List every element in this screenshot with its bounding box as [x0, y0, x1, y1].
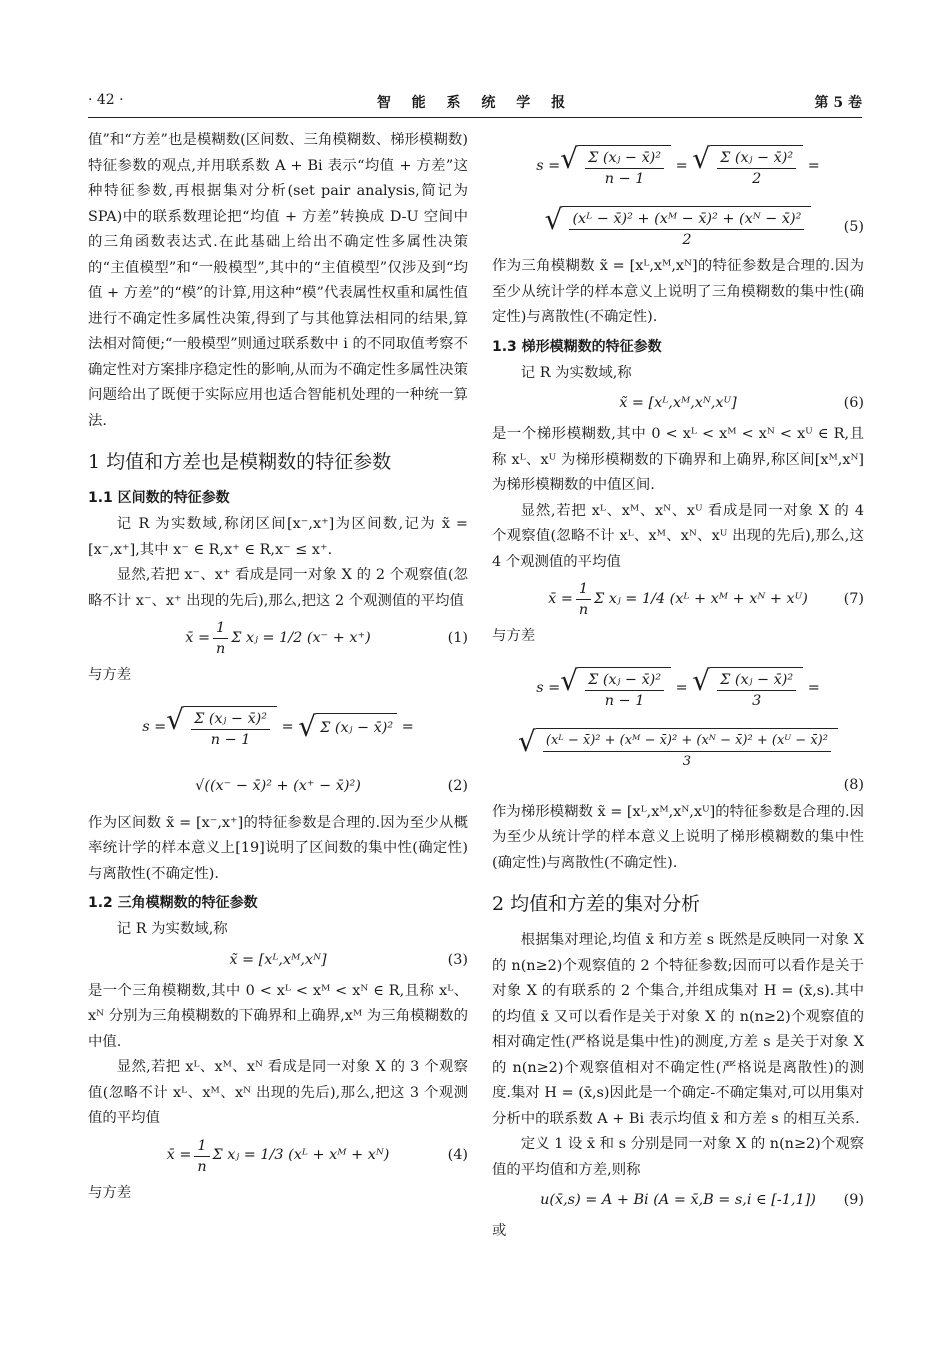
sqrt: √ Σ (xⱼ − x̄)²	[298, 713, 397, 742]
section-1-1-title: 1.1 区间数的特征参数	[88, 490, 230, 506]
eq-body: x̃ = [xᴸ,xᴹ,xᴺ]	[229, 951, 327, 968]
eq-frac: $\frac{1}{n}$	[576, 579, 591, 620]
equation-2: s = √ $\frac{\text{Σ (xⱼ − x̄)²}}{n - 1}$ = √ Σ (xⱼ − x̄)² =	[142, 702, 414, 748]
equation-5: s = √ $\frac{\text{Σ (xⱼ − x̄)²}}{n - 1}$ = √ $\frac{\text{Σ (xⱼ − x̄)²}}{2}$ =	[536, 142, 820, 187]
section-1-3-title: 1.3 梯形模糊数的特征参数	[492, 338, 662, 355]
eq-frac: $\frac{1}{n}$	[194, 1136, 209, 1177]
equation-7: x̄ = $\frac{1}{n}$ Σ xⱼ = 1/4 (xᴸ + xᴹ + xᴺ + xᵁ) (7)	[548, 581, 864, 618]
right-column	[492, 128, 864, 1245]
intro-paragraph: 值”和“方差”也是模糊数(区间数、三角模糊数、梯形模糊数)特征参数的观点,并用联系数 A + Bi 表示“均值 + 方差”这种特征参数,再根据集对分析(set pair analysis,简记为 SPA)中的联系数理论把“均值 + 方差”转换成 D-U 空间中的三角函数表达式.在此基础上给出不确定性多属性决策的“主值模型”和“一般模型”,其中的“主值模型”仅涉及到“均值 + 方差”的“模”的计算,用这种“模”代表属性权重和属性值进行不确定性多属性决策,得到了与其他算法相同的结果,算法相对简便;“一般模型”则通过联系数中 i 的不同取值考察不确定性对方案排序稳定性的影响,从而为不确定性多属性决策问题给出了既便于实际应用也适合智能机处理的一种统一算法.	[88, 132, 468, 429]
running-header	[88, 92, 862, 114]
paragraph: 与方差	[492, 628, 536, 644]
sqrt: √ $\frac{\text{(xᴸ − x̄)² + (xᴹ − x̄)² + (xᴺ − x̄)² + (xᵁ − x̄)²}}{3}$	[518, 728, 838, 772]
section-1-2-title: 1.2 三角模糊数的特征参数	[88, 895, 258, 911]
equation-number: (5)	[843, 219, 864, 236]
header-rule	[88, 117, 862, 118]
paragraph: 作为梯形模糊数 x̃ = [xᴸ,xᴹ,xᴺ,xᵁ]的特征参数是合理的.因为至少从统计学的样本意义上说明了梯形模糊数的集中性(确定性)与离散性(不确定性).	[492, 803, 864, 871]
section-2-title: 2 均值和方差的集对分析	[492, 893, 701, 915]
equation-5-cont	[492, 203, 864, 250]
eq-sum: Σ xⱼ	[594, 590, 621, 607]
equation-number: (1)	[447, 629, 468, 646]
equation-8-number-row	[492, 776, 864, 796]
equation-4: x̄ = $\frac{1}{n}$ Σ xⱼ = 1/3 (xᴸ + xᴹ + xᴺ) (4)	[166, 1137, 468, 1175]
paragraph: 作为区间数 x̃ = [x⁻,x⁺]的特征参数是合理的.因为至少从概率统计学的样本意义上[19]说明了区间数的集中性(确定性)与离散性(不确定性).	[88, 814, 468, 882]
page-number: · 42 ·	[88, 92, 124, 108]
paragraph: 显然,若把 xᴸ、xᴹ、xᴺ 看成是同一对象 X 的 3 个观察值(忽略不计 xᴸ、xᴹ、xᴺ 出现的先后),那么,把这 3 个观测值的平均值	[88, 1059, 468, 1126]
equation-number: (8)	[843, 776, 864, 793]
eq-rhs: √((x⁻ − x̄)² + (x⁺ − x̄)²)	[195, 777, 361, 794]
eq-body: x̃ = [xᴸ,xᴹ,xᴺ,xᵁ]	[619, 395, 737, 412]
eq-rhs: 1/4 (xᴸ + xᴹ + xᴺ + xᵁ)	[641, 590, 808, 607]
section-1-title: 1 均值和方差也是模糊数的特征参数	[88, 451, 392, 473]
eq-rhs: 1/2 (x⁻ + x⁺)	[279, 629, 371, 646]
sqrt: √ $\frac{\text{Σ (xⱼ − x̄)²}}{3}$	[692, 667, 803, 711]
equation-number: (4)	[447, 1147, 468, 1164]
definition-1: 定义 1 设 x̄ 和 s 分别是同一对象 X 的 n(n≥2)个观察值的平均值和方差,则称	[492, 1136, 864, 1178]
paragraph: 与方差	[88, 1184, 132, 1201]
equation-1: x̄ = $\frac{1}{n}$ Σ xⱼ = 1/2 (x⁻ + x⁺) (1)	[185, 620, 468, 657]
eq-lhs: x̄ =	[166, 1147, 192, 1164]
eq-sum: Σ xⱼ	[212, 1147, 240, 1164]
equation-2-cont	[88, 767, 468, 807]
eq-frac: $\frac{1}{n}$	[213, 618, 228, 659]
sqrt: √ $\frac{\text{Σ (xⱼ − x̄)²}}{n - 1}$	[166, 706, 277, 750]
equation-6	[492, 390, 864, 418]
eq-sum: Σ xⱼ	[231, 629, 258, 646]
eq-lhs: x̄ =	[185, 629, 211, 646]
equation-number: (2)	[447, 777, 468, 794]
equation-number: (7)	[843, 590, 864, 607]
equation-8: s = √ $\frac{\text{Σ (xⱼ − x̄)²}}{n - 1}$ = √ $\frac{\text{Σ (xⱼ − x̄)²}}{3}$ =	[536, 663, 820, 709]
paragraph: 根据集对理论,均值 x̄ 和方差 s 既然是反映同一对象 X 的 n(n≥2)个观察值的 2 个特征参数;因而可以看作是关于对象 X 的有联系的 2 个集合,并组成集对 H = (x̄,s).其中的均值 x̄ 又可以看作是关于对象 X 的 n(n≥2)个观察值的相对确定性(严格说是集中性)的测度,方差 s 是关于对象 X 的 n(n≥2)个观察值相对不确定性(严格说是离散性)的测度.集对 H = (x̄,s)因此是一个确定-不确定集对,可以用集对分析中的联系数 A + Bi 表示均值 x̄ 和方差 s 的相互关系.	[492, 932, 864, 1127]
eq-lhs: s =	[536, 679, 561, 696]
paragraph: 或	[492, 1223, 507, 1239]
sqrt: √ $\frac{\text{(xᴸ − x̄)² + (xᴹ − x̄)² + (xᴺ − x̄)²}}{2}$	[545, 206, 812, 250]
paragraph: 显然,若把 x⁻、x⁺ 看成是同一对象 X 的 2 个观察值(忽略不计 x⁻、x⁺ 出现的先后),那么,把这 2 个观测值的平均值	[88, 567, 468, 609]
equation-3	[88, 947, 468, 975]
sqrt: √ $\frac{\text{Σ (xⱼ − x̄)²}}{n - 1}$	[560, 145, 671, 189]
paragraph: 是一个三角模糊数,其中 0 < xᴸ < xᴹ < xᴺ ∈ R,且称 xᴸ、xᴺ 分别为三角模糊数的下确界和上确界,xᴹ 为三角模糊数的中值.	[88, 982, 468, 1050]
paragraph: 是一个梯形模糊数,其中 0 < xᴸ < xᴹ < xᴺ < xᵁ ∈ R,且称 xᴸ、xᵁ 为梯形模糊数的下确界和上确界,称区间[xᴹ,xᴺ]为梯形模糊数的中值区间.	[492, 426, 864, 493]
eq-rhs: 1/3 (xᴸ + xᴹ + xᴺ)	[260, 1147, 390, 1164]
journal-title: 智 能 系 统 学 报	[376, 95, 574, 111]
equation-number: (6)	[843, 395, 864, 412]
paragraph: 记 R 为实数域,称	[116, 921, 228, 937]
paragraph: 显然,若把 xᴸ、xᴹ、xᴺ、xᵁ 看成是同一对象 X 的 4 个观察值(忽略不计 xᴸ、xᴹ、xᴺ、xᵁ 出现的先后),那么,这 4 个观测值的平均值	[492, 502, 864, 570]
equation-9	[492, 1187, 864, 1215]
eq-lhs: s =	[536, 158, 561, 175]
paragraph: 记 R 为实数域,称闭区间[x⁻,x⁺]为区间数,记为 x̃ = [x⁻,x⁺],其中 x⁻ ∈ R,x⁺ ∈ R,x⁻ ≤ x⁺.	[88, 516, 468, 558]
equation-number: (9)	[843, 1192, 864, 1209]
eq-lhs: s =	[142, 718, 167, 735]
eq-body: u(x̄,s) = A + Bi (A = x̄,B = s,i ∈ [-1,1])	[540, 1192, 816, 1209]
paragraph: 与方差	[88, 667, 132, 683]
sqrt: √ $\frac{\text{Σ (xⱼ − x̄)²}}{2}$	[692, 145, 803, 189]
equation-8-cont	[492, 724, 864, 772]
equation-number: (3)	[447, 951, 468, 968]
volume: 第 5 卷	[814, 95, 862, 111]
eq-lhs: x̄ =	[548, 590, 573, 607]
left-column	[88, 128, 468, 1206]
paragraph: 作为三角模糊数 x̃ = [xᴸ,xᴹ,xᴺ]的特征参数是合理的.因为至少从统计学的样本意义上说明了三角模糊数的集中性(确定性)与离散性(不确定性).	[492, 258, 864, 325]
paragraph: 记 R 为实数域,称	[520, 364, 632, 381]
sqrt: √ $\frac{\text{Σ (xⱼ − x̄)²}}{n - 1}$	[560, 667, 671, 711]
